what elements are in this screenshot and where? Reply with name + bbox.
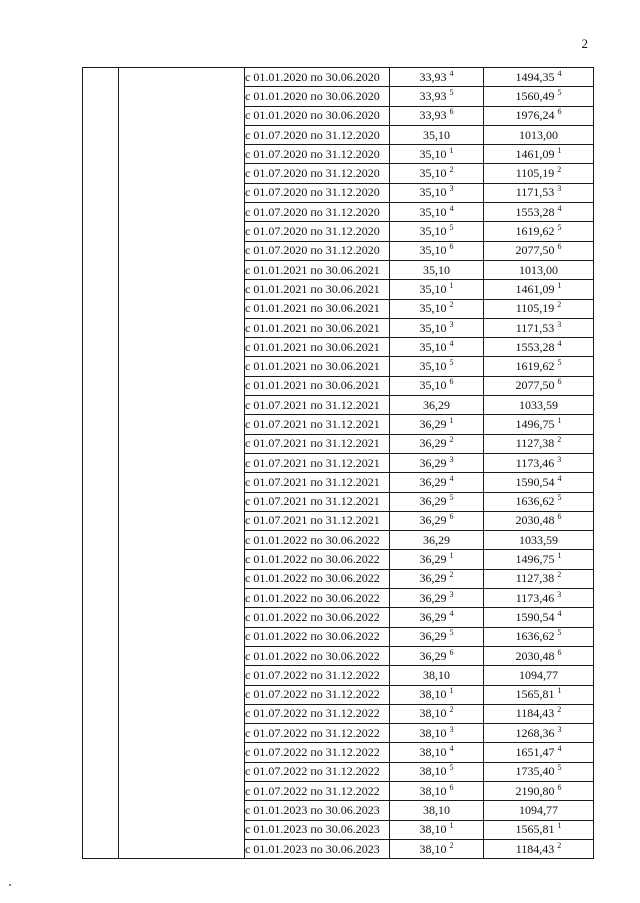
amount-cell	[484, 839, 594, 858]
rate-cell	[390, 743, 484, 762]
rate-cell-value: 36,29	[423, 397, 450, 412]
period-cell: с 01.07.2022 по 31.12.2022	[245, 724, 390, 743]
rate-cell-value: 35,10	[423, 262, 450, 277]
rate-cell	[390, 608, 484, 627]
amount-cell-value: 1494,35	[515, 69, 555, 84]
amount-cell	[484, 87, 594, 106]
rate-cell-value: 36,29	[419, 552, 447, 567]
amount-cell-value: 1184,43	[515, 706, 555, 721]
footnote-marker: 2	[449, 300, 454, 310]
rate-cell	[390, 415, 484, 434]
footnote-marker: 6	[557, 242, 562, 252]
amount-cell	[484, 511, 594, 530]
rate-cell	[390, 685, 484, 704]
rate-cell-value: 38,10	[419, 764, 447, 779]
amount-cell-value: 1105,19	[515, 301, 555, 316]
period-cell: с 01.07.2021 по 31.12.2021	[245, 434, 390, 453]
amount-cell-value: 1619,62	[515, 224, 555, 239]
period-cell: с 01.01.2023 по 30.06.2023	[245, 820, 390, 839]
footnote-marker: 1	[557, 686, 562, 696]
amount-cell	[484, 646, 594, 665]
period-cell: с 01.07.2020 по 31.12.2020	[245, 164, 390, 183]
amount-cell-value: 1565,81	[515, 822, 555, 837]
footnote-marker: 3	[449, 184, 454, 194]
rate-cell	[390, 183, 484, 202]
rate-cell-value: 35,10	[419, 224, 447, 239]
rate-cell-value: 35,10	[419, 320, 447, 335]
footnote-marker: 2	[449, 165, 454, 175]
footnote-marker: 4	[449, 68, 454, 78]
rate-cell	[390, 511, 484, 530]
amount-cell	[484, 627, 594, 646]
rate-cell-value: 33,93	[419, 88, 447, 103]
footnote-marker: 3	[449, 319, 454, 329]
rate-cell-value: 36,29	[419, 648, 447, 663]
rate-cell	[390, 531, 484, 550]
period-cell: с 01.07.2020 по 31.12.2020	[245, 145, 390, 164]
amount-cell-value: 1496,75	[515, 552, 555, 567]
period-cell: с 01.07.2020 по 31.12.2020	[245, 203, 390, 222]
footnote-marker: 2	[557, 165, 562, 175]
period-cell: с 01.07.2022 по 31.12.2022	[245, 743, 390, 762]
period-cell: с 01.07.2022 по 31.12.2022	[245, 704, 390, 723]
rate-cell	[390, 357, 484, 376]
amount-cell-value: 1033,59	[519, 532, 558, 547]
rate-cell	[390, 434, 484, 453]
amount-cell-value: 1171,53	[515, 320, 555, 335]
amount-cell-value: 1619,62	[515, 359, 555, 374]
footnote-marker: 5	[557, 763, 562, 773]
rate-cell-value: 36,29	[419, 571, 447, 586]
rate-cell-value: 38,10	[419, 725, 447, 740]
footnote-marker: 4	[449, 473, 454, 483]
period-cell: с 01.07.2022 по 31.12.2022	[245, 685, 390, 704]
rate-cell-value: 38,10	[419, 783, 447, 798]
rate-cell-value: 35,10	[419, 378, 447, 393]
amount-cell-value: 1565,81	[515, 687, 555, 702]
footnote-marker: 1	[557, 145, 562, 155]
page-number: 2	[581, 36, 588, 51]
rate-cell-value: 36,29	[419, 513, 447, 528]
rate-cell	[390, 260, 484, 279]
footnote-marker: 2	[557, 300, 562, 310]
amount-cell-value: 1461,09	[515, 281, 555, 296]
period-cell: с 01.07.2021 по 31.12.2021	[245, 453, 390, 472]
footnote-marker: 3	[557, 724, 562, 734]
amount-cell	[484, 145, 594, 164]
period-cell: с 01.07.2020 по 31.12.2020	[245, 222, 390, 241]
rate-cell-value: 35,10	[423, 127, 450, 142]
amount-cell-value: 1094,77	[519, 802, 558, 817]
footnote-marker: 3	[557, 184, 562, 194]
amount-cell-value: 1590,54	[515, 474, 555, 489]
amount-cell-value: 1268,36	[515, 725, 555, 740]
period-cell: с 01.07.2020 по 31.12.2020	[245, 241, 390, 260]
period-cell: с 01.07.2022 по 31.12.2022	[245, 762, 390, 781]
rate-cell-value: 35,10	[419, 146, 447, 161]
amount-cell-value: 1636,62	[515, 494, 555, 509]
rate-cell	[390, 801, 484, 820]
footnote-marker: 2	[557, 840, 562, 850]
rate-cell	[390, 376, 484, 395]
footnote-marker: 1	[557, 415, 562, 425]
rate-cell-value: 36,29	[419, 455, 447, 470]
amount-cell-value: 1094,77	[519, 667, 558, 682]
amount-cell-value: 1636,62	[515, 629, 555, 644]
rate-cell	[390, 627, 484, 646]
amount-cell	[484, 801, 594, 820]
amount-cell	[484, 241, 594, 260]
rate-cell-value: 38,10	[419, 687, 447, 702]
rate-cell-value: 38,10	[419, 822, 447, 837]
tariff-table-body	[83, 68, 594, 859]
footnote-marker: 4	[449, 744, 454, 754]
amount-cell-value: 2030,48	[515, 513, 555, 528]
amount-cell-value: 1127,38	[515, 571, 555, 586]
rate-cell	[390, 87, 484, 106]
amount-cell	[484, 608, 594, 627]
footnote-marker: 6	[449, 647, 454, 657]
period-cell: с 01.01.2021 по 30.06.2021	[245, 260, 390, 279]
amount-cell-value: 1173,46	[515, 590, 555, 605]
period-cell: с 01.01.2021 по 30.06.2021	[245, 338, 390, 357]
amount-cell	[484, 68, 594, 87]
amount-cell	[484, 357, 594, 376]
merged-number-cell	[83, 68, 119, 859]
footnote-marker: 5	[449, 628, 454, 638]
rate-cell	[390, 241, 484, 260]
footnote-marker: 5	[557, 223, 562, 233]
amount-cell	[484, 589, 594, 608]
footnote-marker: 2	[557, 435, 562, 445]
amount-cell	[484, 820, 594, 839]
footnote-marker: 1	[557, 551, 562, 561]
amount-cell-value: 1976,24	[515, 108, 555, 123]
footnote-marker: 6	[557, 512, 562, 522]
rate-cell-value: 38,10	[423, 802, 450, 817]
footnote-marker: 1	[449, 686, 454, 696]
footnote-marker: 5	[449, 493, 454, 503]
amount-cell	[484, 260, 594, 279]
footnote-marker: 4	[557, 203, 562, 213]
footnote-marker: 1	[449, 551, 454, 561]
amount-cell-value: 1590,54	[515, 609, 555, 624]
footnote-marker: 5	[557, 493, 562, 503]
rate-cell-value: 36,29	[419, 474, 447, 489]
footnote-marker: 1	[557, 821, 562, 831]
footnote-marker: 6	[449, 107, 454, 117]
footnote-marker: 3	[557, 589, 562, 599]
amount-cell	[484, 724, 594, 743]
footnote-marker: 1	[449, 145, 454, 155]
merged-category-cell	[119, 68, 245, 859]
rate-cell-value: 35,10	[419, 185, 447, 200]
footnote-marker: 5	[557, 358, 562, 368]
rate-cell-value: 33,93	[419, 69, 447, 84]
rate-cell	[390, 569, 484, 588]
rate-cell-value: 35,10	[419, 339, 447, 354]
amount-cell	[484, 666, 594, 685]
amount-cell	[484, 743, 594, 762]
period-cell: с 01.01.2022 по 30.06.2022	[245, 531, 390, 550]
amount-cell-value: 1496,75	[515, 416, 555, 431]
period-cell: с 01.01.2022 по 30.06.2022	[245, 627, 390, 646]
amount-cell	[484, 338, 594, 357]
footnote-marker: 6	[449, 512, 454, 522]
rate-cell	[390, 338, 484, 357]
rate-cell	[390, 666, 484, 685]
period-cell: с 01.01.2021 по 30.06.2021	[245, 376, 390, 395]
period-cell: с 01.01.2021 по 30.06.2021	[245, 318, 390, 337]
period-cell: с 01.07.2021 по 31.12.2021	[245, 511, 390, 530]
rate-cell-value: 35,10	[419, 301, 447, 316]
amount-cell-value: 1171,53	[515, 185, 555, 200]
footnote-marker: 2	[449, 705, 454, 715]
period-cell: с 01.07.2021 по 31.12.2021	[245, 492, 390, 511]
footnote-marker: 5	[449, 358, 454, 368]
footnote-marker: 6	[557, 647, 562, 657]
rate-cell	[390, 704, 484, 723]
rate-cell	[390, 203, 484, 222]
footnote-marker: 2	[449, 570, 454, 580]
rate-cell-value: 36,29	[423, 532, 450, 547]
period-cell: с 01.01.2021 по 30.06.2021	[245, 357, 390, 376]
footnote-marker: 3	[557, 454, 562, 464]
amount-cell	[484, 125, 594, 144]
footnote-marker: 6	[557, 107, 562, 117]
rate-cell-value: 35,10	[419, 243, 447, 258]
period-cell: с 01.01.2022 по 30.06.2022	[245, 589, 390, 608]
amount-cell	[484, 222, 594, 241]
period-cell: с 01.07.2020 по 31.12.2020	[245, 183, 390, 202]
period-cell: с 01.01.2021 по 30.06.2021	[245, 299, 390, 318]
amount-cell	[484, 781, 594, 800]
amount-cell	[484, 396, 594, 415]
tariff-table	[82, 67, 594, 859]
amount-cell	[484, 685, 594, 704]
rate-cell-value: 35,10	[419, 204, 447, 219]
rate-cell	[390, 299, 484, 318]
period-cell: с 01.07.2021 по 31.12.2021	[245, 415, 390, 434]
period-cell: с 01.07.2022 по 31.12.2022	[245, 781, 390, 800]
amount-cell-value: 1173,46	[515, 455, 555, 470]
footnote-marker: 4	[557, 473, 562, 483]
rate-cell	[390, 164, 484, 183]
rate-cell	[390, 646, 484, 665]
rate-cell	[390, 125, 484, 144]
footnote-marker: 4	[449, 203, 454, 213]
footnote-marker: 1	[449, 280, 454, 290]
amount-cell	[484, 531, 594, 550]
amount-cell-value: 1461,09	[515, 146, 555, 161]
amount-cell-value: 1553,28	[515, 204, 555, 219]
amount-cell	[484, 492, 594, 511]
footnote-marker: 1	[557, 280, 562, 290]
period-cell: с 01.07.2021 по 31.12.2021	[245, 473, 390, 492]
amount-cell	[484, 183, 594, 202]
footnote-marker: 3	[449, 724, 454, 734]
amount-cell-value: 1127,38	[515, 436, 555, 451]
amount-cell-value: 2077,50	[515, 378, 555, 393]
rate-cell	[390, 781, 484, 800]
amount-cell	[484, 453, 594, 472]
period-cell: с 01.01.2021 по 30.06.2021	[245, 280, 390, 299]
amount-cell-value: 1105,19	[515, 166, 555, 181]
footnote-marker: 5	[449, 763, 454, 773]
footnote-marker: 2	[557, 570, 562, 580]
period-cell: с 01.01.2022 по 30.06.2022	[245, 646, 390, 665]
amount-cell	[484, 106, 594, 125]
amount-cell	[484, 473, 594, 492]
rate-cell-value: 38,10	[419, 745, 447, 760]
amount-cell	[484, 415, 594, 434]
period-cell: с 01.01.2023 по 30.06.2023	[245, 801, 390, 820]
period-cell: с 01.07.2020 по 31.12.2020	[245, 125, 390, 144]
rate-cell-value: 38,10	[419, 841, 447, 856]
footnote-marker: 6	[557, 377, 562, 387]
rate-cell-value: 38,10	[423, 667, 450, 682]
amount-cell-value: 1013,00	[519, 262, 558, 277]
amount-cell-value: 2030,48	[515, 648, 555, 663]
rate-cell	[390, 68, 484, 87]
amount-cell	[484, 704, 594, 723]
rate-cell	[390, 453, 484, 472]
rate-cell-value: 38,10	[419, 706, 447, 721]
period-cell: с 01.01.2023 по 30.06.2023	[245, 839, 390, 858]
rate-cell	[390, 396, 484, 415]
footnote-marker: 5	[557, 87, 562, 97]
amount-cell-value: 1553,28	[515, 339, 555, 354]
amount-cell-value: 1651,47	[515, 745, 555, 760]
rate-cell	[390, 492, 484, 511]
amount-cell-value: 2190,80	[515, 783, 555, 798]
footnote-marker: 4	[449, 608, 454, 618]
rate-cell	[390, 762, 484, 781]
rate-cell-value: 35,10	[419, 166, 447, 181]
footnote-marker: 5	[449, 87, 454, 97]
rate-cell	[390, 589, 484, 608]
rate-cell-value: 36,29	[419, 590, 447, 605]
amount-cell	[484, 569, 594, 588]
amount-cell	[484, 318, 594, 337]
footnote-marker: 1	[449, 821, 454, 831]
rate-cell	[390, 550, 484, 569]
rate-cell-value: 33,93	[419, 108, 447, 123]
period-cell: с 01.01.2020 по 30.06.2020	[245, 68, 390, 87]
rate-cell	[390, 222, 484, 241]
footnote-marker: 6	[557, 782, 562, 792]
rate-cell-value: 35,10	[419, 359, 447, 374]
footnote-marker: 1	[449, 415, 454, 425]
rate-cell-value: 36,29	[419, 629, 447, 644]
period-cell: с 01.07.2021 по 31.12.2021	[245, 396, 390, 415]
amount-cell	[484, 280, 594, 299]
footnote-marker: 6	[449, 377, 454, 387]
period-cell: с 01.01.2022 по 30.06.2022	[245, 569, 390, 588]
amount-cell	[484, 299, 594, 318]
footnote-marker: 4	[557, 744, 562, 754]
footnote-marker: 5	[449, 223, 454, 233]
rate-cell	[390, 145, 484, 164]
footnote-marker: 2	[449, 435, 454, 445]
rate-cell	[390, 839, 484, 858]
rate-cell	[390, 318, 484, 337]
footnote-marker: 4	[557, 608, 562, 618]
rate-cell-value: 36,29	[419, 416, 447, 431]
period-cell: с 01.01.2020 по 30.06.2020	[245, 87, 390, 106]
amount-cell-value: 1013,00	[519, 127, 558, 142]
rate-cell	[390, 820, 484, 839]
footnote-marker: 5	[557, 628, 562, 638]
table-row	[83, 68, 594, 87]
period-cell: с 01.01.2022 по 30.06.2022	[245, 550, 390, 569]
rate-cell	[390, 280, 484, 299]
footnote-marker: 3	[557, 319, 562, 329]
rate-cell-value: 36,29	[419, 494, 447, 509]
rate-cell	[390, 106, 484, 125]
rate-cell-value: 36,29	[419, 436, 447, 451]
amount-cell	[484, 164, 594, 183]
amount-cell	[484, 762, 594, 781]
footnote-marker: 2	[557, 705, 562, 715]
period-cell: с 01.01.2020 по 30.06.2020	[245, 106, 390, 125]
footnote-marker: 4	[449, 338, 454, 348]
amount-cell-value: 2077,50	[515, 243, 555, 258]
period-cell: с 01.07.2022 по 31.12.2022	[245, 666, 390, 685]
rate-cell	[390, 473, 484, 492]
footnote-marker: 6	[449, 782, 454, 792]
rate-cell	[390, 724, 484, 743]
scan-speck	[9, 884, 11, 886]
footnote-marker: 6	[449, 242, 454, 252]
amount-cell	[484, 434, 594, 453]
rate-cell-value: 36,29	[419, 609, 447, 624]
footnote-marker: 4	[557, 68, 562, 78]
rate-cell-value: 35,10	[419, 281, 447, 296]
footnote-marker: 2	[449, 840, 454, 850]
amount-cell-value: 1735,40	[515, 764, 555, 779]
amount-cell-value: 1033,59	[519, 397, 558, 412]
amount-cell-value: 1560,49	[515, 88, 555, 103]
amount-cell	[484, 376, 594, 395]
footnote-marker: 3	[449, 589, 454, 599]
amount-cell	[484, 203, 594, 222]
period-cell: с 01.01.2022 по 30.06.2022	[245, 608, 390, 627]
footnote-marker: 4	[557, 338, 562, 348]
amount-cell-value: 1184,43	[515, 841, 555, 856]
amount-cell	[484, 550, 594, 569]
footnote-marker: 3	[449, 454, 454, 464]
